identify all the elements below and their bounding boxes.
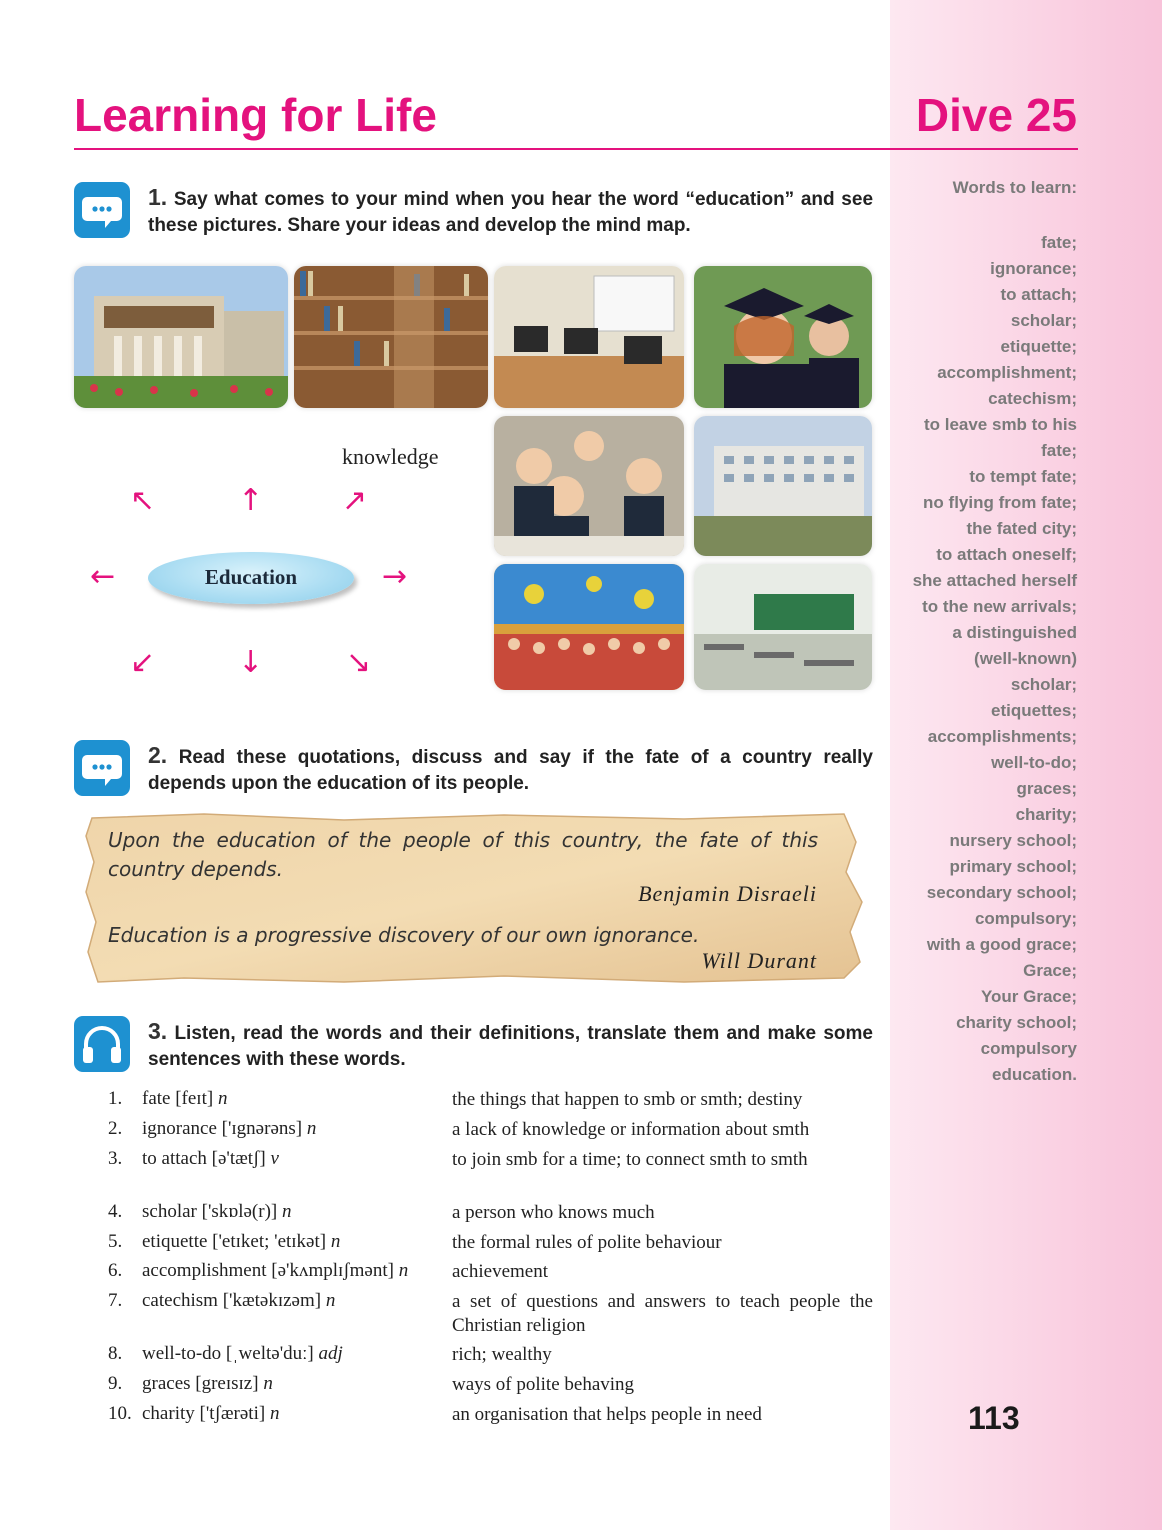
quote-1-text: Upon the education of the people of this country, the fate of this country depends.	[108, 828, 818, 881]
sidebar-word: Grace;	[1023, 961, 1077, 980]
vocab-definition: an organisation that helps people in need	[452, 1404, 762, 1425]
mindmap-center: Education	[204, 565, 298, 589]
quote-1-author: Benjamin Disraeli	[638, 881, 817, 906]
vocab-definition: a person who knows much	[452, 1202, 655, 1223]
vocab-part-of-speech: adj	[318, 1343, 343, 1364]
vocab-word	[142, 1231, 452, 1253]
vocab-number: 5.	[108, 1231, 123, 1252]
vocab-word	[142, 1260, 452, 1282]
sidebar-word: charity school;	[956, 1013, 1077, 1032]
task-3-instruction	[148, 1018, 873, 1073]
vocab-number: 9.	[108, 1373, 123, 1394]
sidebar-word: accomplishments;	[927, 727, 1077, 746]
vocab-definition: a set of questions and answers to teach people the Christian religion	[452, 1291, 873, 1336]
photo-school-assembly	[494, 564, 684, 690]
words-to-learn-list	[877, 230, 1077, 1088]
arrow-up-left-icon: ↖	[130, 483, 156, 518]
vocab-word-text: catechism ['kætəkɪzəm]	[142, 1290, 326, 1311]
vocab-word-text: graces [greɪsɪz]	[142, 1373, 264, 1394]
sidebar-word: fate;	[1041, 233, 1077, 252]
vocab-word-text: charity ['tʃærəti]	[142, 1403, 270, 1424]
vocab-word	[142, 1118, 452, 1140]
vocab-number: 1.	[108, 1088, 123, 1109]
task-2-number: 2.	[148, 742, 168, 768]
vocab-part-of-speech: n	[306, 1118, 317, 1139]
speech-bubble-icon	[74, 182, 130, 238]
sidebar-word: to the new arrivals;	[922, 597, 1077, 616]
headphones-icon	[74, 1016, 130, 1072]
task-1-instruction	[148, 184, 873, 239]
title-divider	[74, 148, 1078, 150]
sidebar-word: scholar;	[1010, 675, 1077, 694]
vocab-word	[142, 1088, 452, 1110]
vocab-part-of-speech: n	[325, 1290, 336, 1311]
arrow-up-right-icon: ↗	[342, 483, 368, 518]
vocab-word-text: well-to-do [ˌweltə'duː]	[142, 1343, 319, 1364]
vocab-definition: the things that happen to smb or smth; destiny	[452, 1089, 803, 1110]
vocab-part-of-speech: n	[217, 1088, 228, 1109]
vocab-word	[142, 1373, 452, 1395]
sidebar-word: a distinguished	[952, 623, 1077, 642]
vocab-number: 8.	[108, 1343, 123, 1364]
sidebar-word: Your Grace;	[980, 987, 1077, 1006]
quote-2-text: Education is a progressive discovery of our own ignorance.	[108, 923, 700, 947]
arrow-right-icon: →	[382, 559, 408, 594]
sidebar-word: well-to-do;	[991, 753, 1077, 772]
sidebar-word: etiquettes;	[991, 701, 1077, 720]
arrow-down-right-icon: ↘	[346, 645, 372, 680]
task-3-text: Listen, read the words and their definitions, translate them and make some sentences with these words.	[148, 1023, 874, 1070]
sidebar-word: ignorance;	[990, 259, 1077, 278]
task-2-text: Read these quotations, discuss and say if the fate of a country really depends upon the education of its people.	[148, 747, 873, 794]
vocab-word	[142, 1343, 452, 1365]
task-2-instruction	[148, 742, 873, 797]
sidebar-word: graces;	[1016, 779, 1077, 798]
sidebar-word: primary school;	[949, 857, 1077, 876]
photo-students-classroom	[494, 416, 684, 556]
vocab-word-text: etiquette ['etɪket; 'etɪkət]	[142, 1231, 331, 1252]
sidebar-word: charity;	[1015, 805, 1077, 824]
sidebar-word: compulsory	[980, 1039, 1077, 1058]
sidebar-word: to attach oneself;	[936, 545, 1077, 564]
sidebar-word: accomplishment;	[937, 363, 1077, 382]
sidebar-word: fate;	[1041, 441, 1077, 460]
vocab-number: 4.	[108, 1201, 123, 1222]
sidebar-word: (well-known)	[974, 649, 1077, 668]
vocab-part-of-speech: n	[263, 1373, 273, 1394]
sidebar-word: nursery school;	[949, 831, 1077, 850]
photo-lecture-hall	[694, 564, 872, 690]
vocab-definition: ways of polite behaving	[452, 1374, 635, 1395]
photo-computer-lab	[494, 266, 684, 408]
sidebar-word: etiquette;	[1000, 337, 1077, 356]
vocab-definition: a lack of knowledge or information about smth	[452, 1119, 810, 1140]
vocab-part-of-speech: n	[281, 1201, 292, 1222]
vocab-part-of-speech: n	[398, 1260, 409, 1281]
vocab-word	[142, 1201, 452, 1223]
sidebar-word: no flying from fate;	[923, 493, 1077, 512]
vocab-word	[142, 1148, 452, 1170]
unit-title: Dive 25	[915, 89, 1077, 141]
vocab-number: 3.	[108, 1148, 123, 1169]
sidebar-word: secondary school;	[926, 883, 1077, 902]
sidebar-word: to leave smb to his	[923, 415, 1077, 434]
vocab-part-of-speech: n	[330, 1231, 341, 1252]
vocab-word-text: fate [feɪt]	[142, 1088, 218, 1109]
sidebar-word: with a good grace;	[926, 935, 1077, 954]
vocab-word-text: to attach [ə'tætʃ]	[142, 1148, 271, 1169]
arrow-left-icon: ←	[90, 559, 116, 594]
sidebar-word: to attach;	[1000, 285, 1077, 304]
speech-bubble-icon	[74, 740, 130, 796]
task-1-text: Say what comes to your mind when you hear the word “education” and see these pictures. Share your ideas and develop the mind map.	[148, 189, 874, 236]
photo-university-building	[74, 266, 288, 408]
words-to-learn-heading: Words to learn:	[952, 178, 1077, 197]
vocab-number: 6.	[108, 1260, 123, 1281]
vocab-word-text: accomplishment [ə'kʌmplɪʃmənt]	[142, 1260, 399, 1281]
vocab-word	[142, 1290, 452, 1312]
vocab-word-text: scholar ['skɒlə(r)]	[142, 1201, 282, 1222]
sidebar-word: catechism;	[988, 389, 1077, 408]
arrow-down-left-icon: ↙	[130, 645, 156, 680]
vocab-part-of-speech: v	[270, 1148, 279, 1169]
sidebar-word: to tempt fate;	[969, 467, 1077, 486]
task-3-number: 3.	[148, 1018, 168, 1044]
page-title: Learning for Life	[74, 89, 437, 141]
vocab-definition: to join smb for a time; to connect smth to smth	[452, 1149, 808, 1170]
photo-graduates	[694, 266, 872, 408]
vocab-definition: the formal rules of polite behaviour	[452, 1232, 722, 1253]
arrow-up-icon: ↑	[238, 483, 264, 518]
sidebar-word: compulsory;	[974, 909, 1077, 928]
page-number: 113	[968, 1400, 1020, 1436]
sidebar-word: education.	[991, 1065, 1077, 1084]
sidebar-word: she attached herself	[912, 571, 1077, 590]
vocab-definition: rich; wealthy	[452, 1344, 552, 1365]
sidebar-word: scholar;	[1010, 311, 1077, 330]
photo-library-shelves	[294, 266, 488, 408]
vocab-definition: achievement	[452, 1261, 549, 1282]
task-1-number: 1.	[148, 184, 168, 210]
vocab-word-text: ignorance ['ɪgnərəns]	[142, 1118, 307, 1139]
quote-2-author: Will Durant	[701, 948, 817, 973]
vocab-part-of-speech: n	[269, 1403, 280, 1424]
sidebar-word: the fated city;	[966, 519, 1077, 538]
vocab-number: 7.	[108, 1290, 123, 1311]
vocab-number: 2.	[108, 1118, 123, 1139]
arrow-down-icon: ↓	[238, 645, 264, 680]
vocab-number: 10.	[108, 1403, 132, 1424]
photo-school-building	[694, 416, 872, 556]
vocab-word	[142, 1403, 452, 1425]
mindmap-knowledge: knowledge	[342, 444, 439, 469]
